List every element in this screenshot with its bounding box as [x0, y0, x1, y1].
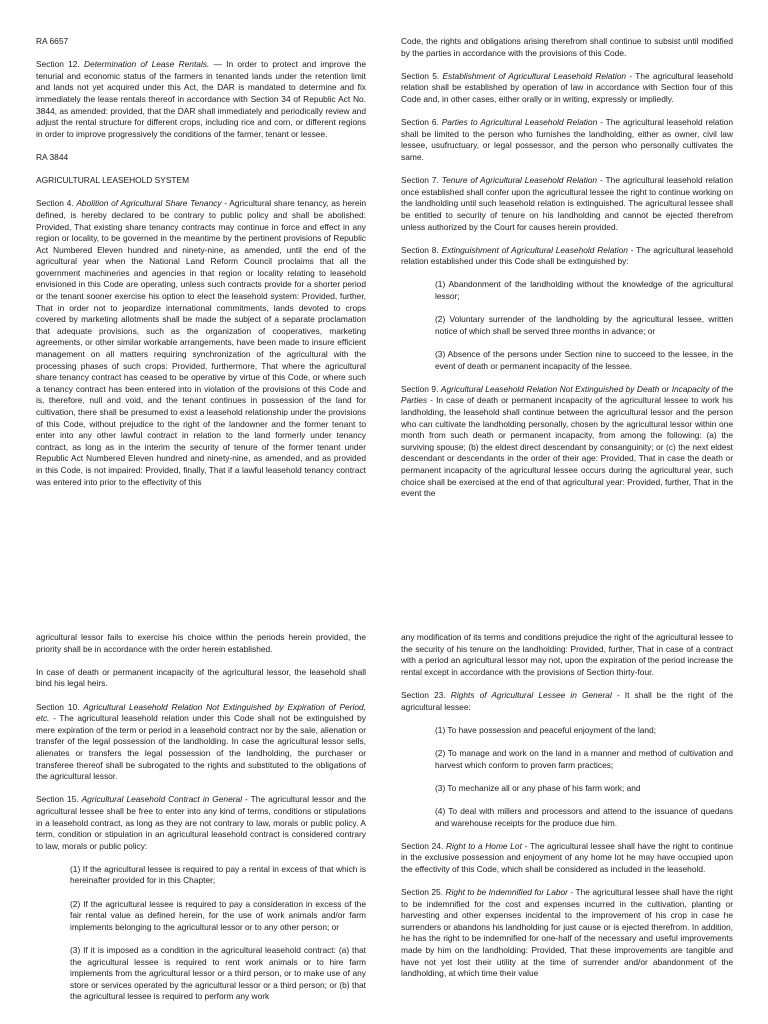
section-23-item: (1) To have possession and peaceful enjoyment of the land; [435, 724, 656, 735]
top-right-column [401, 36, 733, 511]
section-24 [401, 841, 733, 876]
section-6-title: Parties to Agricultural Leasehold Relation [441, 117, 598, 128]
section-6-text: - The agricultural leasehold relation shall be limited to the person who furnishes the landholding, either as owner, civil law lessee, usufructuary, or legal possessor, and the person who personally cultivates the same. [401, 117, 734, 162]
section-25 [401, 887, 733, 980]
bottom-right-continuation: any modification of its terms and conditions prejudice the right of the agricultural lessee to the security of his tenure on the landholding: Provided, further, That in case of a contract with a period an agricultural lessor may not, upon the expiration of the period increase the rental except in accordance with the provisions of Section thirty-four. [401, 632, 733, 677]
section-15 [36, 794, 366, 852]
section-7-text: - The agricultural leasehold relation once established shall confer upon the agricultural lessee the right to continue working on the landholding until such leasehold relation is extinguished. The agricultural lessee shall be entitled to security of tenure on his landholding and cannot be ejected therefrom unless authorized by the Court for causes herein provided. [401, 175, 733, 232]
section-25-title: Right to be Indemnified for Labor [445, 887, 568, 898]
section-4 [36, 198, 366, 488]
section-8-text: - The agricultural leasehold relation established under this Code shall be extinguished by: [401, 244, 734, 267]
section-6 [401, 117, 733, 163]
section-15-item: (3) If it is imposed as a condition in the agricultural leasehold contract: (a) that the agricultural lessee is required to rent work animals or to hire farm implements from the agricultural lessor or a third person, or to make use of any store or services operated by the agricultural lessor or a third person; or (b) that the agricultural lessee is required to perform any work [70, 945, 366, 1002]
section-8-item: (1) Abandonment of the landholding without the knowledge of the agricultural lessor; [435, 279, 733, 302]
section-12-number: Section 12. [36, 59, 80, 70]
section-9-title: Agricultural Leasehold Relation Not Extinguished by Death or Incapacity of the Parties [401, 383, 733, 406]
bottom-right-column [401, 632, 733, 991]
section-5-number: Section 5. [401, 70, 440, 81]
section-8-title: Extinguishment of Agricultural Leasehold Relation [441, 244, 628, 255]
section-12 [36, 59, 366, 140]
section-9-number: Section 9. [401, 383, 439, 394]
section-25-number: Section 25. [401, 887, 444, 898]
section-4-number: Section 4. [36, 198, 74, 209]
section-23-item: (2) To manage and work on the land in a manner and method of cultivation and harvest which conform to proven farm practices; [435, 747, 733, 770]
section-15-item: (1) If the agricultural lessee is required to pay a rental in excess of that which is hereinafter provided for in this Chapter; [70, 863, 366, 886]
section-4-text: - Agricultural share tenancy, as herein defined, is hereby declared to be contrary to public policy and shall be abolished: Provided, That existing share tenancy contracts may continue in force and effect in any region or locality, to be governed in the meantime by the pertinent provisions of Republic Act Numbered Eleven hundred and ninety-nine, as amended, until the end of the agricultural year when the National Land Reform Council proclaims that all the government machineries and agencies in that region or locality relating to leasehold envisioned in this Code are operating, unless such contracts provide for a shorter period or the tenant sooner exercise his option to elect the leasehold system: Provided, further, That in order not to jeopardize international commitments, lands devoted to crops covered by marketing allotments shall be made the subject of a separate proclamation that adequate provisions, such as the organization of cooperatives, marketing agreements, or other similar workable arrangements, have been made to insure efficient management on all matters requiring synchronization of the agricultural with the processing phases of such crops: Provided, furthermore, That where the agricultural share tenancy contract has ceased to be operative by virtue of this Code, or where such a tenancy contract has been entered into in violation of the provisions of this Code and is, therefore, null and void, and the tenant continues in possession of the land for cultivation, there shall be presumed to exist a leasehold relationship under the provisions of this Code, without prejudice to the right of the landowner and the former tenant to enter into any other lawful contract in relation to the land formerly under tenancy contract, as long as in the interim the security of tenure of the former tenant under Republic Act Numbered Eleven hundred and ninety-nine, as amended, and as provided in this Code, is not impaired: Provided, finally, That if a lawful leasehold tenancy contract was entered into prior to the effectivity of this [36, 198, 367, 487]
section-9 [401, 384, 733, 500]
section-7 [401, 175, 733, 233]
section-12-text: — In order to protect and improve the tenurial and economic status of the farmers in tenanted lands under the retention limit and lands not yet acquired under this Act, the DAR is mandated to determine and fix immediately the lease rentals thereof in accordance with Section 34 of Republic Act No. 3844, as amended: provided, that the DAR shall immediately and periodically review and adjust the rental structure for different crops, including rice and corn, or different regions in order to improve progressively the conditions of the farmer, tenant or lessee. [36, 59, 366, 139]
section-8 [401, 245, 733, 268]
section-5-text: - The agricultural leasehold relation shall be established by operation of law in accordance with Section four of this Code and, in other cases, either orally or in writing, expressly or impliedly. [401, 70, 734, 104]
section-23-text: - It shall be the right of the agricultural lessee: [401, 689, 734, 712]
section-15-item: (2) If the agricultural lessee is required to pay a consideration in excess of the fair rental value as defined herein, for the use of work animals and/or farm implements belonging to the agricultural lessor or to any other person; or [70, 898, 366, 932]
section-15-number: Section 15. [36, 794, 79, 805]
bottom-left-column [36, 632, 366, 1015]
lessor-death-paragraph: In case of death or permanent incapacity of the agricultural lessor, the leasehold shall bind his legal heirs. [36, 666, 366, 689]
section-4-title: Abolition of Agricultural Share Tenancy [76, 198, 222, 209]
section-23-item: (4) To deal with millers and processors and attend to the issuance of quedans and warehouse receipts for the produce due him. [435, 805, 733, 828]
top-right-continuation: Code, the rights and obligations arising therefrom shall continue to subsist until modified by the parties in accordance with the provisions of this Code. [401, 36, 733, 58]
section-7-title: Tenure of Agricultural Leasehold Relation [441, 175, 598, 186]
leasehold-system-heading: AGRICULTURAL LEASEHOLD SYSTEM [36, 175, 190, 186]
section-10-number: Section 10. [36, 701, 80, 712]
section-10 [36, 702, 366, 783]
top-left-column [36, 36, 366, 500]
section-15-title: Agricultural Leasehold Contract in General [81, 794, 243, 805]
section-23-item: (3) To mechanize all or any phase of his farm work; and [435, 782, 641, 793]
section-5 [401, 71, 733, 106]
section-23-number: Section 23. [401, 689, 446, 700]
section-12-title: Determination of Lease Rentals. [84, 59, 210, 70]
section-9-text: - In case of death or permanent incapacity of the agricultural lessee to work his landholding, the leasehold shall continue between the agricultural lessor and the person who can cultivate the landholding personally, chosen by the agricultural lessor within one month from such death or permanent incapacity, from among the following: (a) the surviving spouse; (b) the eldest direct descendant by consanguinity; or (c) the next eldest descendant or descendants in the order of their age: Provided, That in case the death or permanent incapacity of the agricultural lessee occurs during the agricultural year, such choice shall be exercised at the end of that agricultural year: Provided, further, That in the event the [401, 395, 733, 499]
section-5-title: Establishment of Agricultural Leasehold Relation [442, 70, 627, 81]
section-10-title: Agricultural Leasehold Relation Not Extinguished by Expiration of Period, etc. [36, 701, 367, 724]
ra3844-heading: RA 3844 [36, 151, 69, 162]
section-15-text: - The agricultural lessor and the agricultural lessee shall be free to enter into any kind of terms, conditions or stipulations in a leasehold contract, as long as they are not contrary to law, morals or public policy. A term, condition or stipulation in an agricultural leasehold contract is considered contrary to law, morals or public policy: [36, 794, 367, 851]
section-24-text: - The agricultural lessee shall have the right to continue in the exclusive possession and enjoyment of any home lot he may have occupied upon the effectivity of this Code, which shall be considered as included in the leasehold. [401, 840, 734, 874]
ra6657-heading: RA 6657 [36, 36, 69, 46]
section-8-item: (3) Absence of the persons under Section nine to succeed to the lessee, in the event of death or permanent incapacity of the lessee. [435, 349, 733, 371]
section-8-number: Section 8. [401, 244, 439, 255]
section-25-text: - The agricultural lessee shall have the right to be indemnified for the cost and expenses incurred in the cultivation, planting or harvesting and other expenses incidental to the improvement of his crop in case he surrenders or abandons his landholding for just cause or is ejected therefrom. In addition, he has the right to be indemnified for one-half of the necessary and useful improvements made by him on the landholding: Provided, That these improvements are tangible and have not yet lost their utility at the time of surrender and/or abandonment of the landholding, at which time their value [401, 887, 733, 979]
section-24-number: Section 24. [401, 840, 444, 851]
bottom-page [0, 620, 768, 1024]
section-23 [401, 690, 733, 713]
section-10-text: - The agricultural leasehold relation under this Code shall not be extinguished by mere expiration of the term or period in a leasehold contract nor by the sale, alienation or transfer of the legal possession of the landholding. In case the agricultural lessor sells, alienates or transfers the legal possession of the landholding, the purchaser or transferee thereof shall be subrogated to the rights and substituted to the obligations of the agricultural lessor. [36, 713, 366, 782]
bottom-left-continuation: agricultural lessor fails to exercise his choice within the periods herein provided, the priority shall be in accordance with the order herein established. [36, 632, 366, 654]
page-separator [0, 580, 768, 620]
section-6-number: Section 6. [401, 117, 439, 128]
section-24-title: Right to a Home Lot [445, 840, 522, 851]
section-7-number: Section 7. [401, 175, 439, 186]
section-8-item: (2) Voluntary surrender of the landholding by the agricultural lessee, written notice of which shall be served three months in advance; or [435, 314, 733, 336]
section-23-title: Rights of Agricultural Lessee in General [450, 689, 612, 700]
